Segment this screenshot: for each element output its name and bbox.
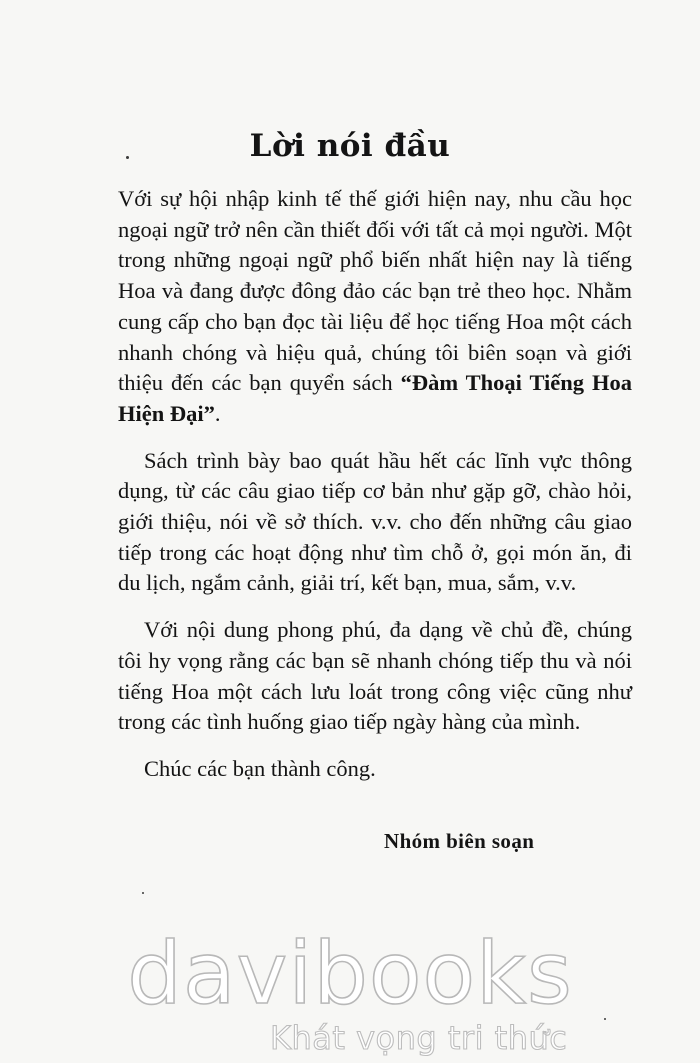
signature: Nhóm biên soạn [384, 829, 535, 853]
scan-speck [604, 1018, 606, 1020]
preface-body [118, 184, 632, 801]
paragraph-wishes: Chúc các bạn thành công. [144, 755, 376, 781]
watermark [0, 924, 700, 1063]
page-title: Lời nói đầu [249, 128, 451, 164]
paragraph-hope: Với nội dung phong phú, đa dạng về chủ đề, chúng tôi hy vọng rằng các bạn sẽ nhanh chóng tiếp thu và nói tiếng Hoa một cách lưu loát trong công việc cũng như trong các tình huống giao tiếp ngày hàng của mình. [118, 617, 632, 735]
paragraph-scope: Sách trình bày bao quát hầu hết các lĩnh vực thông dụng, từ các câu giao tiếp cơ bản như gặp gỡ, chào hỏi, giới thiệu, nói về sở thích. v.v. cho đến những câu giao tiếp trong các hoạt động như tìm chỗ ở, gọi món ăn, đi du lịch, ngắm cảnh, giải trí, kết bạn, mua, sắm, v.v. [118, 447, 632, 596]
paragraph-intro-text: Với sự hội nhập kinh tế thế giới hiện nay, nhu cầu học ngoại ngữ trở nên cần thiết đối với tất cả mọi người. Một trong những ngoại ngữ phổ biến nhất hiện nay là tiếng Hoa và đang được đông đảo các bạn trẻ theo học. Nhằm cung cấp cho bạn đọc tài liệu để học tiếng Hoa một cách nhanh chóng và hiệu quả, chúng tôi biên soạn và giới thiệu đến các bạn quyển sách [118, 186, 632, 396]
paragraph-intro-end: . [214, 400, 221, 426]
scan-speck [142, 892, 144, 894]
watermark-brand: davibooks [127, 924, 573, 1024]
watermark-slogan: Khát vọng tri thức [270, 1019, 568, 1057]
scan-speck [126, 156, 129, 159]
paragraph-intro [118, 184, 632, 430]
book-title: “Đàm Thoại Tiếng Hoa Hiện Đại” [118, 370, 632, 426]
